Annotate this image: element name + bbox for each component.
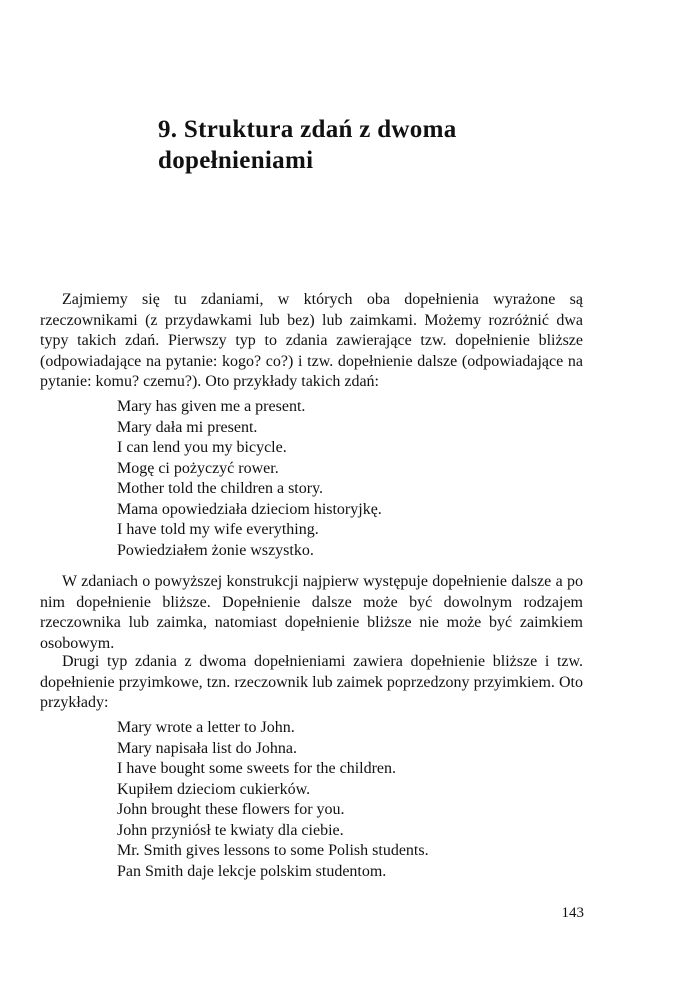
page-number: 143 — [561, 905, 584, 921]
example-sentence: John brought these flowers for you. — [117, 801, 345, 818]
example-sentence: Mary has given me a present. — [117, 398, 306, 415]
second-type-paragraph: Drugi typ zdania z dwoma dopełnieniami zawiera dopełnienie bliższe i tzw. dopełnienie przyimkowe, tzn. rzeczownik lub zaimek poprzedzony przyimkiem. Oto przykłady: — [40, 653, 583, 711]
construction-paragraph: W zdaniach o powyższej konstrukcji najpierw występuje dopełnienie dalsze a po nim dopełnienie bliższe. Dopełnienie dalsze może być dowolnym rodzajem rzeczownika lub zaimka, natomiast dopełnienie bliższe nie może być zaimkiem osobowym. — [40, 573, 583, 652]
example-sentence: Mr. Smith gives lessons to some Polish students. — [117, 842, 429, 859]
example-list-2 — [117, 718, 429, 882]
chapter-title-line-1: 9. Struktura zdań z dwoma — [158, 116, 457, 143]
example-translation: Mama opowiedziała dzieciom historyjkę. — [117, 500, 382, 518]
example-translation: John przyniósł te kwiaty dla ciebie. — [117, 821, 344, 839]
example-translation: Mogę ci pożyczyć rower. — [117, 459, 279, 477]
intro-paragraph: Zajmiemy się tu zdaniami, w których oba dopełnienia wyrażone są rzeczownikami (z przydawkami lub bez) lub zaimkami. Możemy rozróżnić dwa typy takich zdań. Pierwszy typ to zdania zawierające tzw. dopełnienie bliższe (odpowiadające na pytanie: kogo? co?) i tzw. dopełnienie dalsze (odpowiadające na pytanie: komu? czemu?). Oto przykłady takich zdań: — [40, 291, 583, 390]
chapter-title-line-2: dopełnieniami — [158, 147, 314, 174]
example-translation: Mary dała mi present. — [117, 418, 258, 436]
example-sentence: I can lend you my bicycle. — [117, 439, 287, 456]
example-sentence: I have bought some sweets for the children. — [117, 760, 397, 777]
example-list-1 — [117, 397, 382, 561]
example-translation: Pan Smith daje lekcje polskim studentom. — [117, 862, 387, 880]
example-sentence: Mary wrote a letter to John. — [117, 719, 295, 736]
example-translation: Mary napisała list do Johna. — [117, 739, 297, 757]
example-translation: Kupiłem dzieciom cukierków. — [117, 780, 311, 798]
example-translation: Powiedziałem żonie wszystko. — [117, 541, 314, 559]
example-sentence: Mother told the children a story. — [117, 480, 324, 497]
chapter-title — [158, 114, 578, 176]
example-sentence: I have told my wife everything. — [117, 521, 319, 538]
